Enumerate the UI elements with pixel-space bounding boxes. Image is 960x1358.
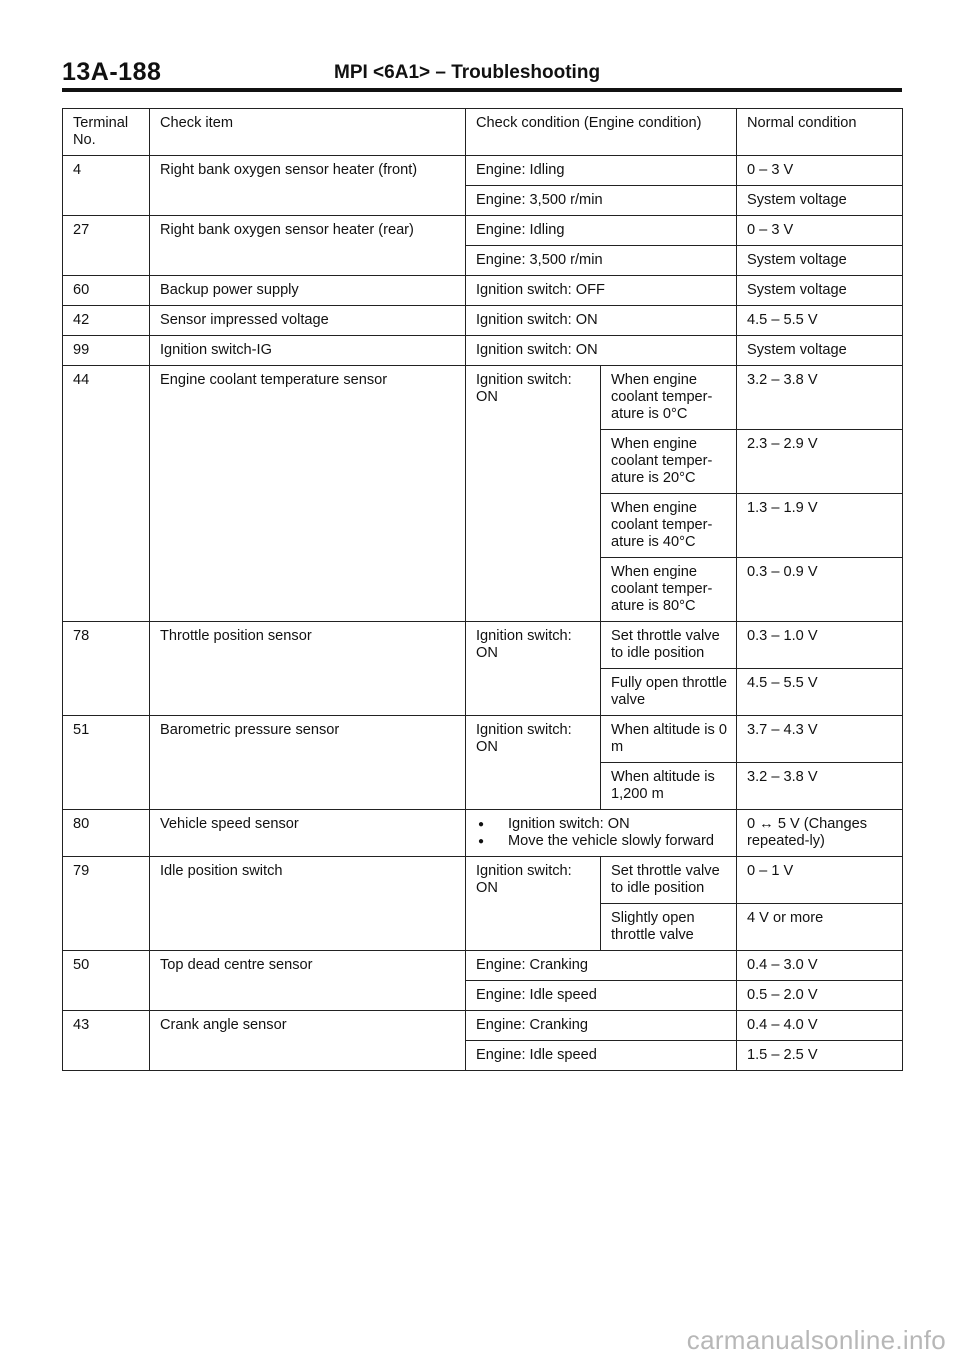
terminal-cell: 4 xyxy=(63,156,150,216)
check-item-cell: Barometric pressure sensor xyxy=(150,716,466,810)
table-row xyxy=(63,1011,903,1041)
table-row xyxy=(63,857,903,904)
terminal-cell: 50 xyxy=(63,951,150,1011)
troubleshooting-table xyxy=(62,108,902,1071)
check-item-cell: Sensor impressed voltage xyxy=(150,306,466,336)
terminal-cell: 51 xyxy=(63,716,150,810)
check-condition-sub-cell: When altitude is 0 m xyxy=(601,716,737,763)
check-item-cell: Throttle position sensor xyxy=(150,622,466,716)
header-rule xyxy=(62,88,902,92)
terminal-cell: 27 xyxy=(63,216,150,276)
check-condition-cell: Ignition switch: ON xyxy=(466,336,737,366)
normal-condition-cell: 0.4 – 4.0 V xyxy=(737,1011,903,1041)
list-item: ● Move the vehicle slowly forward xyxy=(476,833,730,850)
check-condition-cell xyxy=(466,810,737,857)
normal-condition-cell: 3.2 – 3.8 V xyxy=(737,366,903,430)
normal-condition-cell: 4.5 – 5.5 V xyxy=(737,306,903,336)
header-check-condition: Check condition (Engine condition) xyxy=(466,109,737,156)
terminal-cell: 43 xyxy=(63,1011,150,1071)
normal-condition-cell: 0.3 – 0.9 V xyxy=(737,558,903,622)
normal-condition-cell: 0.4 – 3.0 V xyxy=(737,951,903,981)
check-condition-sub-cell: When engine coolant temper-ature is 80°C xyxy=(601,558,737,622)
normal-condition-cell: System voltage xyxy=(737,186,903,216)
normal-condition-cell: System voltage xyxy=(737,276,903,306)
table-row xyxy=(63,622,903,669)
check-condition-sub-cell: Set throttle valve to idle position xyxy=(601,622,737,669)
table-row xyxy=(63,156,903,186)
header-normal-condition: Normal condition xyxy=(737,109,903,156)
table-body xyxy=(63,156,903,1071)
table-row xyxy=(63,306,903,336)
normal-condition-cell: 4.5 – 5.5 V xyxy=(737,669,903,716)
check-item-cell: Crank angle sensor xyxy=(150,1011,466,1071)
terminal-cell: 44 xyxy=(63,366,150,622)
check-condition-cell: Engine: Idle speed xyxy=(466,1041,737,1071)
normal-condition-cell: 0 – 3 V xyxy=(737,156,903,186)
check-condition-cell: Engine: 3,500 r/min xyxy=(466,186,737,216)
check-condition-cell: Engine: Cranking xyxy=(466,951,737,981)
normal-condition-cell: 3.2 – 3.8 V xyxy=(737,763,903,810)
table-row xyxy=(63,336,903,366)
check-condition-cell: Engine: 3,500 r/min xyxy=(466,246,737,276)
check-item-cell: Ignition switch-IG xyxy=(150,336,466,366)
check-condition-cell: Engine: Idling xyxy=(466,216,737,246)
condition-bullet-list xyxy=(476,816,730,850)
table-row xyxy=(63,216,903,246)
terminal-cell: 78 xyxy=(63,622,150,716)
table-row xyxy=(63,810,903,857)
list-item: ● Ignition switch: ON xyxy=(476,816,730,833)
check-condition-main-cell: Ignition switch: ON xyxy=(466,857,601,951)
table-header-row xyxy=(63,109,903,156)
normal-condition-cell: 0.5 – 2.0 V xyxy=(737,981,903,1011)
normal-condition-cell: 0.3 – 1.0 V xyxy=(737,622,903,669)
check-condition-sub-cell: When engine coolant temper-ature is 20°C xyxy=(601,430,737,494)
check-item-cell: Backup power supply xyxy=(150,276,466,306)
check-condition-cell: Ignition switch: OFF xyxy=(466,276,737,306)
header-check-item: Check item xyxy=(150,109,466,156)
check-condition-sub-cell: When altitude is 1,200 m xyxy=(601,763,737,810)
normal-condition-cell: System voltage xyxy=(737,336,903,366)
terminal-cell: 60 xyxy=(63,276,150,306)
terminal-cell: 99 xyxy=(63,336,150,366)
check-item-cell: Top dead centre sensor xyxy=(150,951,466,1011)
normal-condition-cell: 2.3 – 2.9 V xyxy=(737,430,903,494)
check-condition-sub-cell: When engine coolant temper-ature is 0°C xyxy=(601,366,737,430)
normal-condition-cell: 0 ↔ 5 V (Changes repeated-ly) xyxy=(737,810,903,857)
check-condition-cell: Engine: Idling xyxy=(466,156,737,186)
check-condition-cell: Engine: Idle speed xyxy=(466,981,737,1011)
page-number: 13A-188 xyxy=(62,58,162,86)
section-title: MPI <6A1> – Troubleshooting xyxy=(334,62,601,83)
check-condition-cell: Engine: Cranking xyxy=(466,1011,737,1041)
table-row xyxy=(63,366,903,430)
check-condition-main-cell: Ignition switch: ON xyxy=(466,716,601,810)
normal-condition-cell: 4 V or more xyxy=(737,904,903,951)
normal-condition-cell: 1.3 – 1.9 V xyxy=(737,494,903,558)
check-item-cell: Vehicle speed sensor xyxy=(150,810,466,857)
table-row xyxy=(63,716,903,763)
check-item-cell: Right bank oxygen sensor heater (rear) xyxy=(150,216,466,276)
check-condition-sub-cell: Slightly open throttle valve xyxy=(601,904,737,951)
normal-condition-cell: 3.7 – 4.3 V xyxy=(737,716,903,763)
check-item-cell: Engine coolant temperature sensor xyxy=(150,366,466,622)
check-condition-sub-cell: When engine coolant temper-ature is 40°C xyxy=(601,494,737,558)
terminal-cell: 80 xyxy=(63,810,150,857)
check-item-cell: Idle position switch xyxy=(150,857,466,951)
page-header xyxy=(62,54,902,88)
terminal-cell: 79 xyxy=(63,857,150,951)
normal-condition-cell: 1.5 – 2.5 V xyxy=(737,1041,903,1071)
terminal-cell: 42 xyxy=(63,306,150,336)
normal-condition-cell: 0 – 3 V xyxy=(737,216,903,246)
table-row xyxy=(63,951,903,981)
table-row xyxy=(63,276,903,306)
check-condition-main-cell: Ignition switch: ON xyxy=(466,366,601,622)
normal-condition-cell: System voltage xyxy=(737,246,903,276)
header-terminal: Terminal No. xyxy=(63,109,150,156)
check-condition-cell: Ignition switch: ON xyxy=(466,306,737,336)
check-condition-sub-cell: Fully open throttle valve xyxy=(601,669,737,716)
watermark: carmanualsonline.info xyxy=(686,1325,946,1355)
check-condition-sub-cell: Set throttle valve to idle position xyxy=(601,857,737,904)
check-condition-main-cell: Ignition switch: ON xyxy=(466,622,601,716)
check-item-cell: Right bank oxygen sensor heater (front) xyxy=(150,156,466,216)
normal-condition-cell: 0 – 1 V xyxy=(737,857,903,904)
